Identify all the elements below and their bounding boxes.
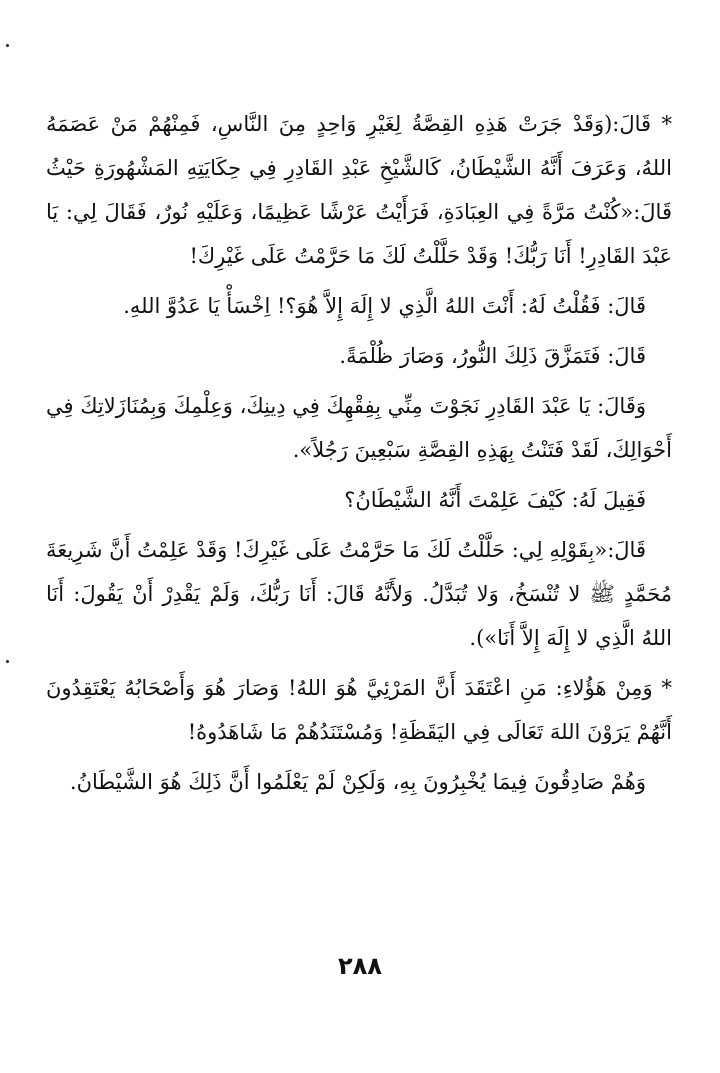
- scan-speck-top-left: [6, 44, 9, 47]
- paragraph-reply: قَالَ: فَقُلْتُ لَهُ: أَنْتَ اللهُ الَّذِي لا إِلَهَ إِلاَّ هُوَ؟! اِخْسَأْ يَا عَدُوَّ اللهِ.: [123, 294, 646, 318]
- scan-speck-mid-left: [6, 660, 9, 663]
- paragraph-light-torn: قَالَ: فَتَمَزَّقَ ذَلِكَ النُّورُ، وَصَارَ ظُلْمَةً.: [339, 344, 646, 368]
- paragraph-answer: قَالَ:«بِقَوْلِهِ لِي: حَلَّلْتُ لَكَ مَا حَرَّمْتُ عَلَى غَيْرِكَ! وَقَدْ عَلِمْتُ أَنَّ شَرِيعَةَ مُحَمَّدٍ ﷺ لا تُنْسَخُ، وَلا تُبَدَّلُ. وَلأَنَّهُ قَالَ: أَنَا رَبُّكَ، وَلَمْ يَقْدِرْ أَنْ يَقُولَ: أَنَا اللهُ الَّذِي لا إِلَهَ إِلاَّ أَنَا»).: [46, 538, 672, 650]
- paragraph-conclusion: وَهُمْ صَادِقُونَ فِيمَا يُخْبِرُونَ بِهِ، وَلَكِنْ لَمْ يَعْلَمُوا أَنَّ ذَلِكَ هُوَ الشَّيْطَانُ.: [69, 770, 646, 794]
- paragraph-story-intro: * قَالَ:(وَقَدْ جَرَتْ هَذِهِ القِصَّةُ لِغَيْرِ وَاحِدٍ مِنَ النَّاسِ، فَمِنْهُمْ مَنْ عَصَمَهُ اللهُ، وَعَرَفَ أَنَّهُ الشَّيْطَانُ، كَالشَّيْخِ عَبْدِ القَادِرِ فِي حِكَايَتِهِ المَشْهُورَةِ حَيْثُ قَالَ:«كُنْتُ مَرَّةً فِي العِبَادَةِ، فَرَأَيْتُ عَرْشًا عَظِيمًا، وَعَلَيْهِ نُورٌ، فَقَالَ لِي: يَا عَبْدَ القَادِرِ! أَنَا رَبُّكَ! وَقَدْ حَلَّلْتُ لَكَ مَا حَرَّمْتُ عَلَى غَيْرِكَ!: [46, 112, 672, 268]
- page-number: ٢٨٨: [338, 952, 382, 980]
- page-body: [46, 102, 672, 810]
- paragraph-those-who-believe: * وَمِنْ هَؤُلاءِ: مَنِ اعْتَقَدَ أَنَّ المَرْئِيَّ هُوَ اللهُ! وَصَارَ هُوَ وَأَصْحَابُهُ يَعْتَقِدُونَ أَنَّهُمْ يَرَوْنَ اللهَ تَعَالَى فِي اليَقَظَةِ! وَمُسْتَنَدُهُمْ مَا شَاهَدُوهُ!: [46, 676, 672, 744]
- paragraph-devil-speech: وَقَالَ: يَا عَبْدَ القَادِرِ نَجَوْتَ مِنِّي بِفِقْهِكَ فِي دِينِكَ، وَعِلْمِكَ وَبِمُنَازَلاتِكَ فِي أَحْوَالِكَ، لَقَدْ فَتَنْتُ بِهَذِهِ القِصَّةِ سَبْعِينَ رَجُلاً».: [46, 394, 672, 462]
- paragraph-question: فَقِيلَ لَهُ: كَيْفَ عَلِمْتَ أَنَّهُ الشَّيْطَانُ؟: [344, 488, 646, 512]
